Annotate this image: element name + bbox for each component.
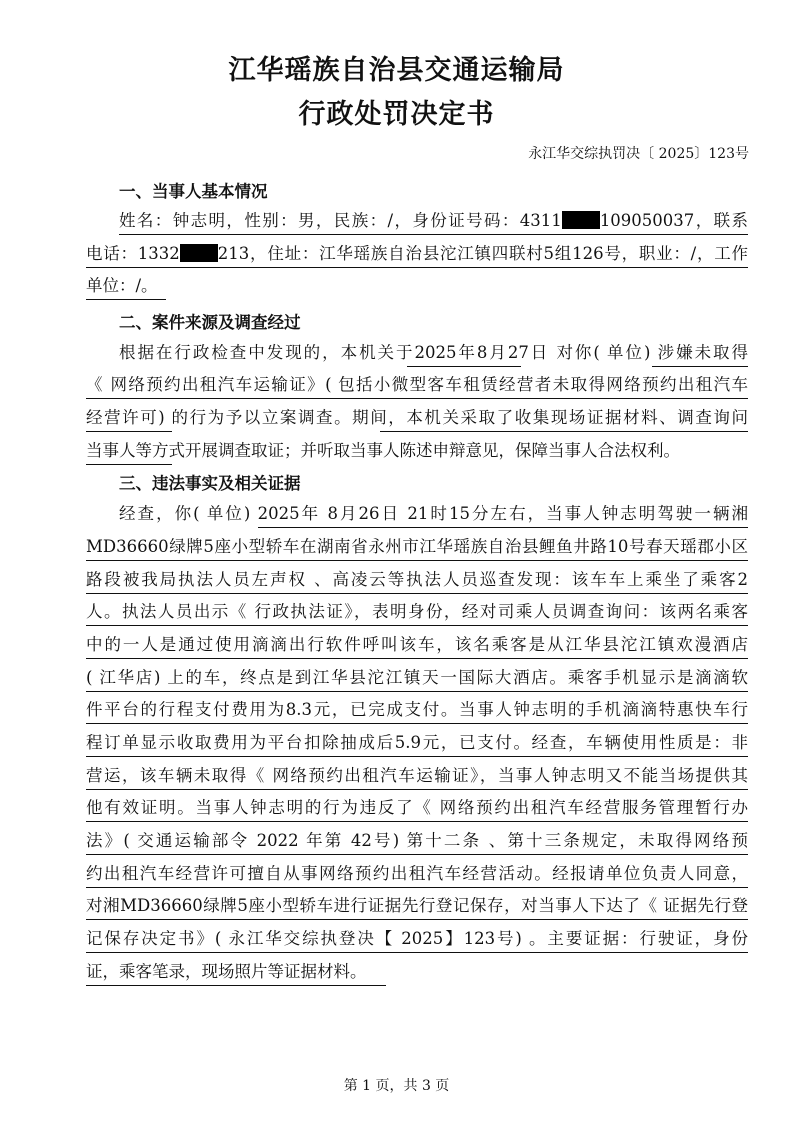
paragraph-line: 经查，你( 单位) 2025年 8月26日 21时15分左右，当事人钟志明驾驶一辆湘 — [119, 504, 748, 523]
paragraph-line — [86, 243, 748, 265]
underline — [86, 593, 748, 594]
paragraph-line: ( 江华店) 上的车，终点是到江华县沱江镇天一国际大酒店。乘客手机显示是滴滴软 — [86, 668, 748, 687]
underline — [86, 723, 748, 724]
underline — [86, 952, 748, 953]
paragraph-line: 营运，该车辆未取得《 网络预约出租汽车运输证》，当事人钟志明又不能当场提供其 — [86, 766, 748, 785]
paragraph-line: 当事人等方式开展调查取证；并听取当事人陈述申辩意见，保障当事人合法权利。 — [86, 441, 680, 460]
document-title-line2: 行政处罚决定书 — [298, 99, 495, 130]
underline — [86, 821, 748, 822]
underline — [407, 366, 521, 367]
underline — [86, 658, 748, 659]
paragraph-line: 证，乘客笔录，现场照片等证据材料。 — [86, 962, 367, 981]
paragraph-line: 经营许可) 的行为予以立案调查。期间，本机关采取了收集现场证据材料、调查询问 — [86, 408, 748, 427]
page-footer: 第 1 页，共 3 页 — [343, 1078, 450, 1094]
paragraph-line: 法》( 交通运输部令 2022 年第 42号) 第十二条 、第十三条规定，未取得网络预 — [86, 831, 748, 850]
paragraph-line: 单位：/。 — [86, 276, 158, 295]
underline — [86, 398, 748, 399]
underline — [86, 756, 748, 757]
paragraph-line: 约出租汽车经营许可擅自从事网络预约出租汽车经营活动。经报请单位负责人同意， — [86, 864, 748, 883]
underline — [86, 625, 748, 626]
document-number: 永江华交综执罚决〔 2025〕123号 — [528, 146, 749, 162]
underline — [652, 366, 748, 367]
underline — [86, 887, 748, 888]
section-heading-violation-facts: 三、违法事实及相关证据 — [119, 474, 301, 493]
paragraph-text: 109050037，联系 — [599, 211, 748, 230]
underline — [86, 985, 386, 986]
section-heading-party-info: 一、当事人基本情况 — [119, 182, 268, 201]
underline — [86, 431, 172, 432]
paragraph-line: 《 网络预约出租汽车运输证》( 包括小微型客车租赁经营者未取得网络预约出租汽车 — [86, 375, 748, 394]
redaction-block — [180, 244, 218, 262]
underline — [258, 527, 748, 528]
underline — [86, 789, 748, 790]
underline — [86, 464, 172, 465]
redaction-block — [562, 211, 600, 229]
paragraph-line: 件平台的行程支付费用为8.3元，已完成支付。当事人钟志明的手机滴滴特惠快车行 — [86, 700, 748, 719]
paragraph-line: 记保存决定书》( 永江华交综执登决【 2025】123号) 。主要证据：行驶证，身份 — [86, 929, 748, 948]
underline — [119, 234, 748, 235]
section-heading-case-source: 二、案件来源及调查经过 — [119, 313, 301, 332]
underline — [380, 431, 748, 432]
paragraph-line: 根据在行政检查中发现的，本机关于2025年8月27日 对你( 单位) 涉嫌未取得 — [119, 343, 748, 362]
paragraph-line: 他有效证明。当事人钟志明的行为违反了《 网络预约出租汽车经营服务管理暂行办 — [86, 798, 748, 817]
underline — [86, 854, 748, 855]
paragraph-line: 对湘MD36660绿牌5座小型轿车进行证据先行登记保存，对当事人下达了《 证据先行登 — [86, 896, 748, 915]
paragraph-line: 程订单显示收取费用为平台扣除抽成后5.9元，已支付。经查，车辆使用性质是：非 — [86, 733, 748, 752]
paragraph-line: MD36660绿牌5座小型轿车在湖南省永州市江华瑶族自治县鲤鱼井路10号春天瑶郡小区 — [86, 537, 748, 556]
underline — [86, 691, 748, 692]
paragraph-line — [119, 210, 748, 232]
paragraph-line: 中的一人是通过使用滴滴出行软件呼叫该车，该名乘客是从江华县沱江镇欢漫酒店 — [86, 635, 748, 654]
underline — [86, 560, 748, 561]
paragraph-line: 人。执法人员出示《 行政执法证》，表明身份，经对司乘人员调查询问：该两名乘客 — [86, 602, 748, 621]
underline — [86, 267, 748, 268]
paragraph-text: 213，住址：江华瑶族自治县沱江镇四联村5组126号，职业：/，工作 — [217, 244, 748, 263]
paragraph-text: 姓名：钟志明，性别：男，民族：/，身份证号码：4311 — [119, 211, 562, 230]
document-title-line1: 江华瑶族自治县交通运输局 — [228, 55, 565, 86]
paragraph-text: 电话：1332 — [86, 244, 180, 263]
underline — [86, 299, 166, 300]
underline — [86, 919, 748, 920]
paragraph-line: 路段被我局执法人员左声权 、高凌云等执法人员巡查发现：该车车上乘坐了乘客2 — [86, 570, 748, 589]
